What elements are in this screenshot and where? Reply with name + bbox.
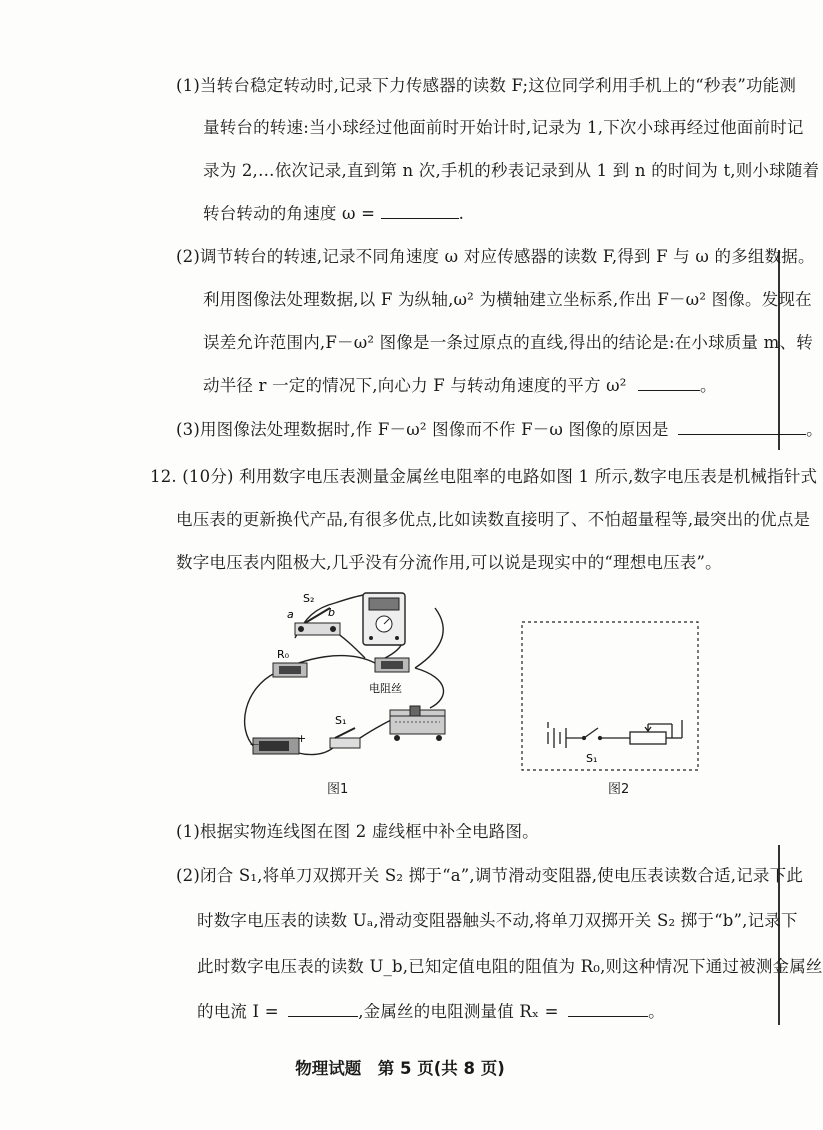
- q12-part2-line2: 时数字电压表的读数 Uₐ,滑动变阻器触头不动,将单刀双掷开关 S₂ 掷于“b”,记录下: [197, 911, 798, 930]
- resistance-wire-component: [375, 658, 409, 672]
- q11-part3-end-period: 。: [806, 420, 823, 439]
- q11-part2-conclusion-text: 动半径 r 一定的情况下,向心力 F 与转动角速度的平方 ω²: [203, 376, 627, 395]
- label-wire: 电阻丝: [369, 682, 402, 695]
- q11-part2-line4: [203, 372, 717, 396]
- label-r0: R₀: [277, 648, 290, 661]
- figure2-schematic: [520, 620, 702, 772]
- q11-part1-omega-text: 转台转动的角速度 ω =: [203, 204, 376, 223]
- figure2-caption: 图2: [608, 782, 630, 797]
- omega-answer-blank[interactable]: [381, 204, 459, 219]
- q11-part1-line3: 录为 2,…依次记录,直到第 n 次,手机的秒表记录到从 1 到 n 的时间为 t,则小球随着: [203, 161, 820, 180]
- rx-label: ,金属丝的电阻测量值 Rₓ =: [358, 1002, 559, 1021]
- q12-intro-line2: 电压表的更新换代产品,有很多优点,比如读数直接明了、不怕超量程等,最突出的优点是: [176, 510, 811, 529]
- label-s2: S₂: [303, 592, 315, 605]
- label-s1: S₁: [335, 714, 347, 727]
- figure1-caption: 图1: [327, 782, 349, 797]
- dashed-frame[interactable]: [522, 622, 698, 770]
- current-answer-blank[interactable]: [288, 1002, 358, 1017]
- q11-part1-line1: (1)当转台稳定转动时,记录下力传感器的读数 F;这位同学利用手机上的“秒表”功能测: [176, 76, 797, 95]
- q11-part2-line1: (2)调节转台的转速,记录不同角速度 ω 对应传感器的读数 F,得到 F 与 ω 的多组数据。: [176, 247, 815, 266]
- q11-part3-reason-text: (3)用图像法处理数据时,作 F－ω² 图像而不作 F－ω 图像的原因是: [176, 420, 669, 439]
- sliding-rheostat: [390, 706, 445, 741]
- figure1-circuit-photo: [235, 588, 460, 768]
- label-a: a: [287, 608, 294, 621]
- rx-answer-blank[interactable]: [568, 1002, 648, 1017]
- q11-part2-line2: 利用图像法处理数据,以 F 为纵轴,ω² 为横轴建立坐标系,作出 F－ω² 图像。发现在: [203, 290, 812, 309]
- page-footer: 物理试题 第 5 页(共 8 页): [295, 1059, 505, 1078]
- label-plus: +: [297, 732, 307, 745]
- q11-part3-line1: [176, 416, 823, 440]
- label-minus: －: [249, 738, 260, 751]
- resistor-r0: [273, 663, 307, 677]
- q12-part2-line4: [197, 998, 665, 1022]
- q12-part2-line1: (2)闭合 S₁,将单刀双掷开关 S₂ 掷于“a”,调节滑动变阻器,使电压表读数合适,记录下此: [176, 866, 804, 885]
- reason-answer-blank[interactable]: [678, 420, 806, 435]
- conclusion-answer-blank[interactable]: [638, 376, 700, 391]
- q12-part1-line: (1)根据实物连线图在图 2 虚线框中补全电路图。: [176, 822, 539, 841]
- current-label: 的电流 I =: [197, 1002, 279, 1021]
- q12-part2-end-period: 。: [648, 1002, 665, 1021]
- q12-intro-line1: 12. (10分) 利用数字电压表测量金属丝电阻率的电路如图 1 所示,数字电压表是机械指针式: [150, 467, 818, 486]
- q12-part2-line3: 此时数字电压表的读数 U_b,已知定值电阻的阻值为 R₀,则这种情况下通过被测金属丝: [197, 957, 823, 976]
- digital-voltmeter: [363, 593, 405, 645]
- q11-part1-end-dot: .: [458, 204, 465, 223]
- q11-part2-line3: 误差允许范围内,F－ω² 图像是一条过原点的直线,得出的结论是:在小球质量 m、转: [203, 333, 813, 352]
- label-b: b: [328, 606, 335, 619]
- q11-part1-line4: [203, 200, 464, 224]
- switch-s1: [330, 728, 360, 748]
- q12-intro-line3: 数字电压表内阻极大,几乎没有分流作用,可以说是现实中的“理想电压表”。: [176, 553, 722, 572]
- q11-part1-line2: 量转台的转速:当小球经过他面前时开始计时,记录为 1,下次小球再经过他面前时记: [203, 118, 804, 137]
- q11-part2-end-period: 。: [700, 376, 717, 395]
- fig2-label-s1: S₁: [586, 752, 598, 765]
